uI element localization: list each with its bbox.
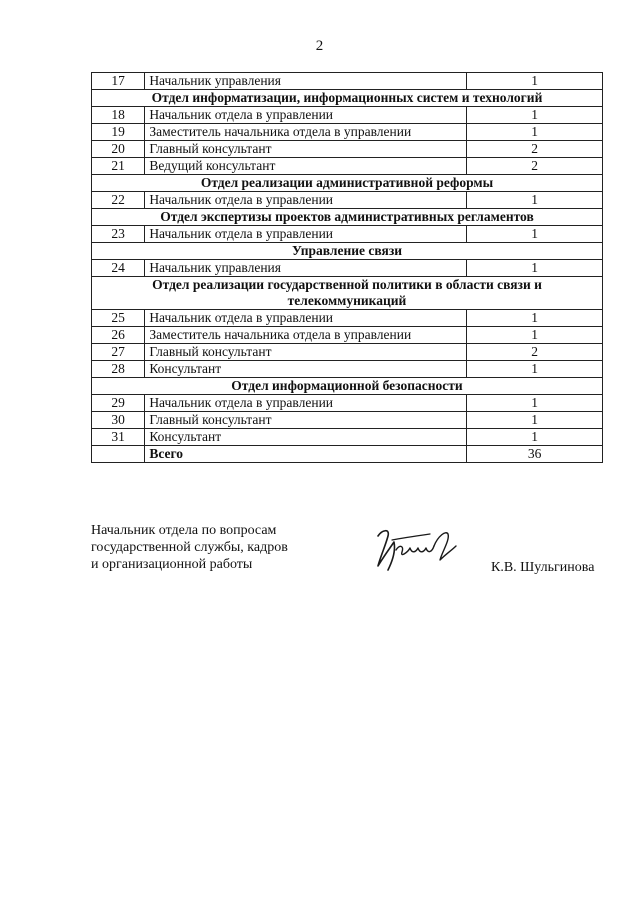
table-row [92, 226, 603, 243]
row-number: 28 [92, 361, 145, 378]
section-title: Управление связи [92, 243, 603, 260]
position-count: 1 [467, 327, 603, 344]
table-row [92, 344, 603, 361]
row-number: 27 [92, 344, 145, 361]
total-label: Всего [145, 446, 467, 463]
table-row [92, 192, 603, 209]
total-count: 36 [467, 446, 603, 463]
row-number: 22 [92, 192, 145, 209]
table-row [92, 107, 603, 124]
position-name: Главный консультант [145, 412, 467, 429]
page-number: 2 [315, 38, 324, 54]
row-number: 24 [92, 260, 145, 277]
table-row [92, 361, 603, 378]
row-number: 19 [92, 124, 145, 141]
table-row [92, 124, 603, 141]
position-count: 2 [467, 344, 603, 361]
position-count: 1 [467, 260, 603, 277]
position-count: 1 [467, 310, 603, 327]
staffing-table [91, 72, 603, 463]
position-count: 1 [467, 361, 603, 378]
table-row [92, 310, 603, 327]
section-title: Отдел информационной безопасности [92, 378, 603, 395]
row-number [92, 446, 145, 463]
row-number: 26 [92, 327, 145, 344]
position-name: Главный консультант [145, 344, 467, 361]
row-number: 29 [92, 395, 145, 412]
section-header-row [92, 378, 603, 395]
position-count: 1 [467, 73, 603, 90]
position-name: Начальник отдела в управлении [145, 226, 467, 243]
section-header-row [92, 277, 603, 310]
position-name: Начальник отдела в управлении [145, 192, 467, 209]
section-header-row [92, 209, 603, 226]
position-name: Заместитель начальника отдела в управлении [145, 124, 467, 141]
table-row [92, 73, 603, 90]
section-header-row [92, 90, 603, 107]
section-header-row [92, 175, 603, 192]
total-row [92, 446, 603, 463]
row-number: 25 [92, 310, 145, 327]
position-name: Консультант [145, 361, 467, 378]
section-title: Отдел реализации государственной политики в области связи и телекоммуникаций [92, 277, 603, 310]
position-count: 1 [467, 412, 603, 429]
row-number: 23 [92, 226, 145, 243]
position-count: 1 [467, 226, 603, 243]
table-row [92, 141, 603, 158]
position-count: 2 [467, 158, 603, 175]
signatory-title-line: Начальник отдела по вопросам [91, 523, 277, 538]
row-number: 30 [92, 412, 145, 429]
signatory-title-line: и организационной работы [91, 557, 253, 572]
handwritten-signature [372, 522, 462, 574]
section-title: Отдел реализации административной реформы [92, 175, 603, 192]
signatory-name: К.В. Шульгинова [491, 560, 595, 575]
row-number: 31 [92, 429, 145, 446]
row-number: 20 [92, 141, 145, 158]
position-count: 1 [467, 124, 603, 141]
row-number: 17 [92, 73, 145, 90]
row-number: 18 [92, 107, 145, 124]
position-count: 2 [467, 141, 603, 158]
signatory-title-line: государственной службы, кадров [91, 540, 288, 555]
position-name: Начальник отдела в управлении [145, 395, 467, 412]
position-name: Заместитель начальника отдела в управлении [145, 327, 467, 344]
table-row [92, 327, 603, 344]
position-count: 1 [467, 429, 603, 446]
position-count: 1 [467, 192, 603, 209]
row-number: 21 [92, 158, 145, 175]
table-row [92, 429, 603, 446]
position-count: 1 [467, 395, 603, 412]
section-header-row [92, 243, 603, 260]
position-name: Ведущий консультант [145, 158, 467, 175]
position-name: Консультант [145, 429, 467, 446]
signatory-title [91, 522, 288, 573]
table-row [92, 395, 603, 412]
position-name: Начальник управления [145, 260, 467, 277]
position-count: 1 [467, 107, 603, 124]
position-name: Начальник отдела в управлении [145, 310, 467, 327]
position-name: Начальник управления [145, 73, 467, 90]
position-name: Главный консультант [145, 141, 467, 158]
table-row [92, 158, 603, 175]
section-title: Отдел информатизации, информационных систем и технологий [92, 90, 603, 107]
staffing-table-body [92, 73, 603, 463]
table-row [92, 412, 603, 429]
table-row [92, 260, 603, 277]
section-title: Отдел экспертизы проектов административных регламентов [92, 209, 603, 226]
position-name: Начальник отдела в управлении [145, 107, 467, 124]
